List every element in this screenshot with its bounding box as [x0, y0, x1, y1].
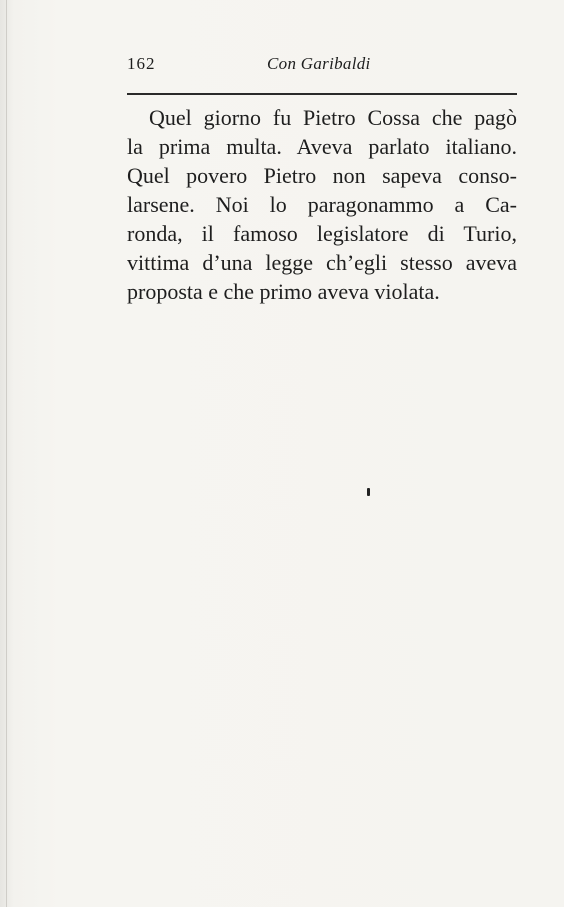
- text-line: larsene. Noi lo paragonammo a Ca-: [127, 192, 517, 217]
- text-line: ronda, il famoso legislatore di Turio,: [127, 221, 517, 246]
- text-line: Quel povero Pietro non sapeva conso-: [127, 163, 517, 188]
- header-rule: [127, 93, 517, 95]
- page-number: 162: [127, 54, 156, 73]
- page-gutter-edge: [6, 0, 7, 907]
- ink-speck: [367, 488, 370, 496]
- text-line: vittima d’una legge ch’egli stesso aveva: [127, 250, 517, 275]
- running-title: Con Garibaldi: [267, 54, 371, 73]
- text-line: Quel giorno fu Pietro Cossa che pagò: [149, 105, 517, 130]
- text-line: proposta e che primo aveva violata.: [127, 279, 440, 304]
- page-header: [127, 52, 517, 76]
- text-line: la prima multa. Aveva parlato italiano.: [127, 134, 517, 159]
- body-paragraph: [127, 103, 517, 306]
